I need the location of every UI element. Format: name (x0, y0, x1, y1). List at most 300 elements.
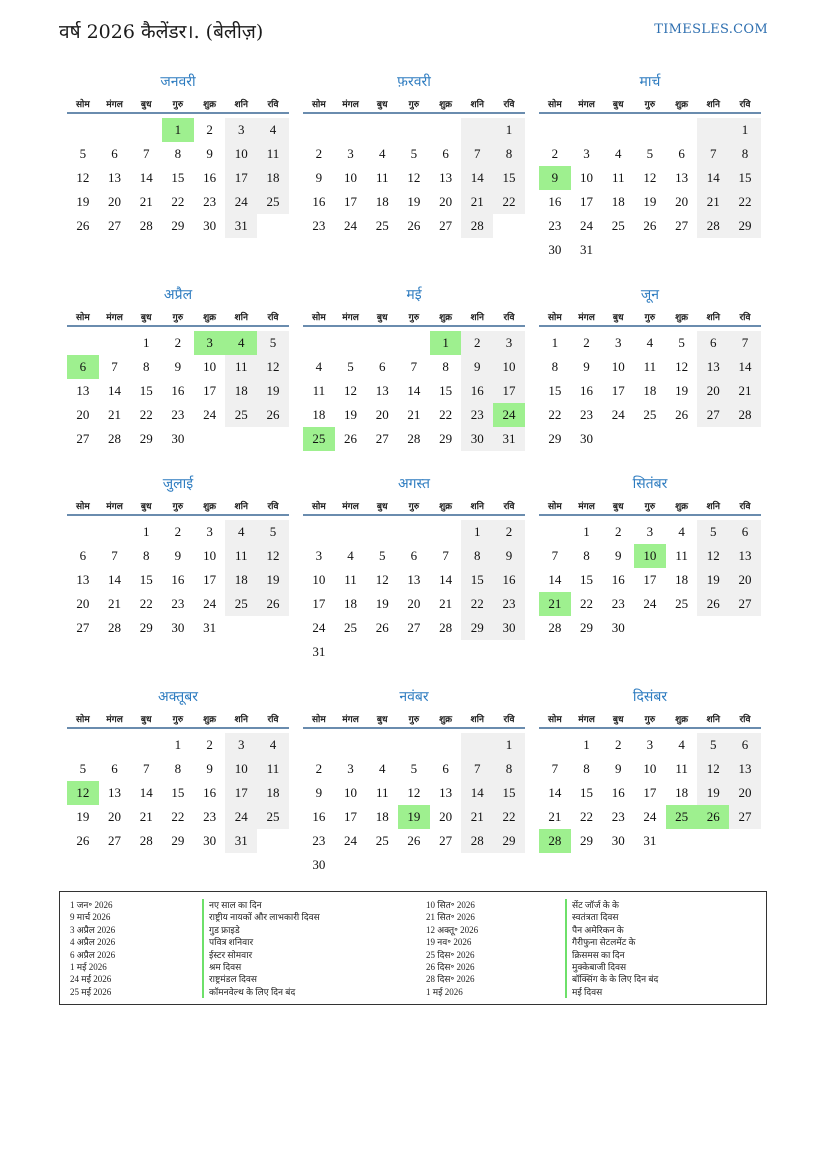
day-cell[interactable]: 18 (344, 596, 358, 611)
day-cell[interactable]: 22 (171, 809, 185, 824)
day-cell[interactable]: 4 (347, 548, 354, 563)
day-cell[interactable]: 29 (139, 620, 153, 635)
day-cell[interactable]: 27 (407, 620, 421, 635)
day-cell[interactable]: 23 (171, 596, 185, 611)
day-cell[interactable]: 26 (76, 833, 90, 848)
day-cell[interactable]: 11 (257, 142, 289, 166)
day-cell[interactable]: 27 (108, 833, 122, 848)
day-cell[interactable]: 8 (142, 359, 150, 374)
day-cell[interactable]: 24 (344, 218, 358, 233)
day-cell[interactable]: 13 (697, 355, 729, 379)
day-cell[interactable]: 21 (139, 809, 153, 824)
day-cell[interactable]: 26 (257, 592, 289, 616)
day-cell[interactable]: 5 (79, 146, 87, 161)
day-cell[interactable]: 5 (79, 761, 87, 776)
day-cell[interactable]: 9 (315, 785, 323, 800)
day-cell[interactable]: 5 (378, 548, 386, 563)
day-cell[interactable]: 14 (439, 572, 453, 587)
day-cell[interactable]: 25 (375, 833, 389, 848)
day-cell[interactable]: 3 (206, 524, 213, 539)
day-cell[interactable]: 22 (580, 809, 594, 824)
day-cell[interactable]: 15 (493, 166, 525, 190)
day-cell[interactable]: 10 (312, 572, 326, 587)
holiday-day[interactable]: 24 (493, 403, 525, 427)
day-cell[interactable]: 23 (611, 809, 625, 824)
day-cell[interactable]: 24 (611, 407, 625, 422)
day-cell[interactable]: 3 (225, 733, 257, 757)
day-cell[interactable]: 2 (493, 520, 525, 544)
day-cell[interactable]: 19 (697, 781, 729, 805)
day-cell[interactable]: 17 (225, 781, 257, 805)
day-cell[interactable]: 16 (312, 809, 326, 824)
day-cell[interactable]: 25 (611, 218, 625, 233)
day-cell[interactable]: 29 (580, 620, 594, 635)
day-cell[interactable]: 3 (646, 524, 654, 539)
day-cell[interactable]: 11 (611, 170, 625, 185)
day-cell[interactable]: 23 (312, 833, 326, 848)
day-cell[interactable]: 28 (548, 620, 562, 635)
day-cell[interactable]: 14 (697, 166, 729, 190)
day-cell[interactable]: 13 (407, 572, 421, 587)
day-cell[interactable]: 14 (139, 170, 153, 185)
day-cell[interactable]: 11 (257, 757, 289, 781)
day-cell[interactable]: 9 (583, 359, 590, 374)
day-cell[interactable]: 9 (493, 544, 525, 568)
day-cell[interactable]: 11 (225, 355, 257, 379)
day-cell[interactable]: 13 (108, 785, 122, 800)
day-cell[interactable]: 2 (206, 122, 213, 137)
day-cell[interactable]: 30 (548, 242, 562, 257)
day-cell[interactable]: 2 (315, 146, 323, 161)
day-cell[interactable]: 1 (142, 524, 150, 539)
day-cell[interactable]: 8 (174, 761, 182, 776)
day-cell[interactable]: 6 (111, 146, 118, 161)
day-cell[interactable]: 31 (225, 214, 257, 238)
day-cell[interactable]: 11 (225, 544, 257, 568)
day-cell[interactable]: 2 (174, 335, 182, 350)
day-cell[interactable]: 14 (407, 383, 421, 398)
day-cell[interactable]: 16 (312, 194, 326, 209)
day-cell[interactable]: 30 (611, 620, 625, 635)
holiday-day[interactable]: 4 (225, 331, 257, 355)
day-cell[interactable]: 25 (643, 407, 657, 422)
day-cell[interactable]: 28 (439, 620, 453, 635)
day-cell[interactable]: 11 (675, 761, 688, 776)
day-cell[interactable]: 27 (76, 431, 90, 446)
day-cell[interactable]: 18 (675, 572, 689, 587)
day-cell[interactable]: 26 (697, 592, 729, 616)
day-cell[interactable]: 10 (643, 761, 657, 776)
day-cell[interactable]: 8 (442, 359, 449, 374)
day-cell[interactable]: 22 (171, 194, 185, 209)
day-cell[interactable]: 17 (493, 379, 525, 403)
day-cell[interactable]: 18 (257, 166, 289, 190)
day-cell[interactable]: 13 (675, 170, 689, 185)
day-cell[interactable]: 21 (461, 190, 493, 214)
day-cell[interactable]: 6 (79, 548, 87, 563)
day-cell[interactable]: 12 (697, 757, 729, 781)
day-cell[interactable]: 8 (583, 761, 590, 776)
day-cell[interactable]: 13 (76, 572, 90, 587)
day-cell[interactable]: 25 (344, 620, 358, 635)
day-cell[interactable]: 6 (729, 520, 761, 544)
day-cell[interactable]: 26 (76, 218, 90, 233)
day-cell[interactable]: 17 (225, 166, 257, 190)
day-cell[interactable]: 26 (344, 431, 358, 446)
day-cell[interactable]: 14 (461, 781, 493, 805)
day-cell[interactable]: 19 (257, 568, 289, 592)
day-cell[interactable]: 20 (407, 596, 421, 611)
day-cell[interactable]: 22 (461, 592, 493, 616)
day-cell[interactable]: 12 (76, 170, 90, 185)
day-cell[interactable]: 5 (257, 520, 289, 544)
day-cell[interactable]: 30 (580, 431, 594, 446)
day-cell[interactable]: 29 (461, 616, 493, 640)
day-cell[interactable]: 13 (729, 544, 761, 568)
day-cell[interactable]: 17 (643, 785, 657, 800)
day-cell[interactable]: 4 (225, 520, 257, 544)
day-cell[interactable]: 22 (493, 805, 525, 829)
day-cell[interactable]: 1 (729, 118, 761, 142)
day-cell[interactable]: 2 (174, 524, 182, 539)
day-cell[interactable]: 17 (203, 383, 217, 398)
day-cell[interactable]: 4 (378, 761, 386, 776)
day-cell[interactable]: 26 (407, 833, 421, 848)
day-cell[interactable]: 5 (257, 331, 289, 355)
day-cell[interactable]: 20 (439, 194, 453, 209)
day-cell[interactable]: 4 (315, 359, 323, 374)
day-cell[interactable]: 2 (206, 737, 213, 752)
day-cell[interactable]: 29 (439, 431, 453, 446)
day-cell[interactable]: 4 (646, 335, 654, 350)
day-cell[interactable]: 7 (461, 142, 493, 166)
day-cell[interactable]: 19 (375, 596, 389, 611)
day-cell[interactable]: 30 (611, 833, 625, 848)
day-cell[interactable]: 2 (315, 761, 323, 776)
day-cell[interactable]: 12 (257, 355, 289, 379)
day-cell[interactable]: 20 (375, 407, 389, 422)
day-cell[interactable]: 9 (206, 146, 213, 161)
day-cell[interactable]: 23 (461, 403, 493, 427)
day-cell[interactable]: 15 (171, 170, 185, 185)
day-cell[interactable]: 18 (257, 781, 289, 805)
day-cell[interactable]: 21 (548, 809, 562, 824)
day-cell[interactable]: 5 (347, 359, 354, 374)
day-cell[interactable]: 24 (643, 596, 657, 611)
day-cell[interactable]: 18 (375, 809, 389, 824)
day-cell[interactable]: 8 (142, 548, 150, 563)
day-cell[interactable]: 17 (344, 194, 358, 209)
day-cell[interactable]: 12 (675, 359, 689, 374)
day-cell[interactable]: 30 (493, 616, 525, 640)
day-cell[interactable]: 28 (139, 218, 153, 233)
day-cell[interactable]: 31 (225, 829, 257, 853)
day-cell[interactable]: 2 (551, 146, 559, 161)
day-cell[interactable]: 12 (643, 170, 657, 185)
day-cell[interactable]: 27 (375, 431, 389, 446)
day-cell[interactable]: 11 (675, 548, 688, 563)
day-cell[interactable]: 15 (139, 572, 153, 587)
day-cell[interactable]: 16 (611, 572, 625, 587)
day-cell[interactable]: 1 (583, 524, 590, 539)
day-cell[interactable]: 28 (697, 214, 729, 238)
day-cell[interactable]: 26 (257, 403, 289, 427)
day-cell[interactable]: 3 (347, 146, 354, 161)
holiday-day[interactable]: 1 (430, 331, 462, 355)
day-cell[interactable]: 16 (203, 785, 217, 800)
day-cell[interactable]: 13 (375, 383, 389, 398)
day-cell[interactable]: 27 (439, 218, 453, 233)
day-cell[interactable]: 19 (697, 568, 729, 592)
day-cell[interactable]: 11 (375, 170, 389, 185)
day-cell[interactable]: 23 (203, 809, 217, 824)
holiday-day[interactable]: 19 (398, 805, 430, 829)
day-cell[interactable]: 28 (461, 829, 493, 853)
day-cell[interactable]: 12 (407, 170, 421, 185)
day-cell[interactable]: 1 (142, 335, 150, 350)
day-cell[interactable]: 14 (108, 383, 122, 398)
day-cell[interactable]: 4 (257, 733, 289, 757)
day-cell[interactable]: 13 (108, 170, 122, 185)
day-cell[interactable]: 17 (611, 383, 625, 398)
holiday-day[interactable]: 12 (67, 781, 99, 805)
day-cell[interactable]: 20 (108, 194, 122, 209)
day-cell[interactable]: 5 (697, 520, 729, 544)
day-cell[interactable]: 15 (171, 785, 185, 800)
day-cell[interactable]: 29 (548, 431, 562, 446)
day-cell[interactable]: 16 (171, 572, 185, 587)
day-cell[interactable]: 14 (139, 785, 153, 800)
day-cell[interactable]: 23 (580, 407, 594, 422)
day-cell[interactable]: 1 (493, 118, 525, 142)
day-cell[interactable]: 23 (611, 596, 625, 611)
day-cell[interactable]: 22 (139, 407, 153, 422)
day-cell[interactable]: 11 (312, 383, 326, 398)
holiday-day[interactable]: 21 (539, 592, 571, 616)
day-cell[interactable]: 9 (206, 761, 213, 776)
holiday-day[interactable]: 28 (539, 829, 571, 853)
day-cell[interactable]: 27 (439, 833, 453, 848)
day-cell[interactable]: 21 (139, 194, 153, 209)
day-cell[interactable]: 13 (439, 170, 453, 185)
day-cell[interactable]: 28 (461, 214, 493, 238)
holiday-day[interactable]: 3 (194, 331, 226, 355)
day-cell[interactable]: 13 (76, 383, 90, 398)
day-cell[interactable]: 30 (203, 218, 217, 233)
day-cell[interactable]: 16 (171, 383, 185, 398)
day-cell[interactable]: 15 (139, 383, 153, 398)
day-cell[interactable]: 10 (580, 170, 594, 185)
day-cell[interactable]: 28 (108, 431, 122, 446)
holiday-day[interactable]: 25 (303, 427, 335, 451)
day-cell[interactable]: 18 (312, 407, 326, 422)
day-cell[interactable]: 5 (646, 146, 654, 161)
day-cell[interactable]: 31 (493, 427, 525, 451)
site-link[interactable]: TIMESLES.COM (654, 22, 768, 37)
day-cell[interactable]: 25 (675, 596, 689, 611)
day-cell[interactable]: 31 (203, 620, 217, 635)
day-cell[interactable]: 20 (675, 194, 689, 209)
day-cell[interactable]: 7 (142, 761, 150, 776)
day-cell[interactable]: 10 (225, 142, 257, 166)
day-cell[interactable]: 16 (548, 194, 562, 209)
day-cell[interactable]: 12 (344, 383, 358, 398)
day-cell[interactable]: 29 (171, 833, 185, 848)
day-cell[interactable]: 25 (257, 190, 289, 214)
day-cell[interactable]: 26 (643, 218, 657, 233)
day-cell[interactable]: 5 (697, 733, 729, 757)
day-cell[interactable]: 20 (729, 781, 761, 805)
day-cell[interactable]: 24 (643, 809, 657, 824)
day-cell[interactable]: 24 (580, 218, 594, 233)
day-cell[interactable]: 8 (174, 146, 182, 161)
day-cell[interactable]: 7 (111, 359, 118, 374)
day-cell[interactable]: 29 (729, 214, 761, 238)
day-cell[interactable]: 24 (225, 805, 257, 829)
day-cell[interactable]: 7 (410, 359, 418, 374)
day-cell[interactable]: 29 (139, 431, 153, 446)
day-cell[interactable]: 29 (580, 833, 594, 848)
day-cell[interactable]: 7 (111, 548, 118, 563)
day-cell[interactable]: 4 (678, 524, 685, 539)
day-cell[interactable]: 18 (375, 194, 389, 209)
day-cell[interactable]: 26 (407, 218, 421, 233)
day-cell[interactable]: 1 (174, 737, 182, 752)
day-cell[interactable]: 24 (344, 833, 358, 848)
day-cell[interactable]: 16 (611, 785, 625, 800)
day-cell[interactable]: 5 (678, 335, 685, 350)
day-cell[interactable]: 15 (439, 383, 453, 398)
day-cell[interactable]: 6 (378, 359, 386, 374)
day-cell[interactable]: 14 (548, 572, 562, 587)
day-cell[interactable]: 27 (729, 805, 761, 829)
day-cell[interactable]: 23 (493, 592, 525, 616)
day-cell[interactable]: 3 (493, 331, 525, 355)
day-cell[interactable]: 20 (697, 379, 729, 403)
day-cell[interactable]: 8 (551, 359, 559, 374)
day-cell[interactable]: 13 (729, 757, 761, 781)
day-cell[interactable]: 14 (548, 785, 562, 800)
day-cell[interactable]: 6 (729, 733, 761, 757)
day-cell[interactable]: 2 (614, 737, 622, 752)
day-cell[interactable]: 27 (675, 218, 689, 233)
day-cell[interactable]: 12 (697, 544, 729, 568)
day-cell[interactable]: 17 (643, 572, 657, 587)
holiday-day[interactable]: 25 (666, 805, 698, 829)
day-cell[interactable]: 4 (257, 118, 289, 142)
day-cell[interactable]: 3 (583, 146, 590, 161)
day-cell[interactable]: 9 (315, 170, 323, 185)
day-cell[interactable]: 22 (493, 190, 525, 214)
day-cell[interactable]: 23 (548, 218, 562, 233)
day-cell[interactable]: 29 (493, 829, 525, 853)
day-cell[interactable]: 6 (678, 146, 685, 161)
day-cell[interactable]: 28 (407, 431, 421, 446)
day-cell[interactable]: 16 (580, 383, 594, 398)
day-cell[interactable]: 22 (580, 596, 594, 611)
day-cell[interactable]: 22 (548, 407, 562, 422)
day-cell[interactable]: 19 (257, 379, 289, 403)
day-cell[interactable]: 21 (108, 407, 122, 422)
day-cell[interactable]: 6 (442, 761, 449, 776)
day-cell[interactable]: 7 (461, 757, 493, 781)
day-cell[interactable]: 14 (729, 355, 761, 379)
day-cell[interactable]: 22 (729, 190, 761, 214)
day-cell[interactable]: 21 (407, 407, 421, 422)
day-cell[interactable]: 20 (439, 809, 453, 824)
day-cell[interactable]: 17 (580, 194, 594, 209)
day-cell[interactable]: 14 (108, 572, 122, 587)
day-cell[interactable]: 7 (551, 761, 559, 776)
day-cell[interactable]: 21 (439, 596, 453, 611)
holiday-day[interactable]: 9 (539, 166, 571, 190)
day-cell[interactable]: 6 (111, 761, 118, 776)
day-cell[interactable]: 2 (614, 524, 622, 539)
day-cell[interactable]: 9 (461, 355, 493, 379)
day-cell[interactable]: 3 (614, 335, 622, 350)
day-cell[interactable]: 3 (315, 548, 323, 563)
day-cell[interactable]: 31 (580, 242, 594, 257)
day-cell[interactable]: 11 (375, 785, 389, 800)
day-cell[interactable]: 1 (583, 737, 590, 752)
holiday-day[interactable]: 6 (67, 355, 99, 379)
day-cell[interactable]: 19 (675, 383, 689, 398)
day-cell[interactable]: 10 (344, 170, 358, 185)
day-cell[interactable]: 30 (312, 857, 326, 872)
day-cell[interactable]: 12 (257, 544, 289, 568)
day-cell[interactable]: 5 (410, 146, 418, 161)
day-cell[interactable]: 10 (203, 548, 217, 563)
day-cell[interactable]: 7 (697, 142, 729, 166)
day-cell[interactable]: 2 (461, 331, 493, 355)
day-cell[interactable]: 20 (729, 568, 761, 592)
day-cell[interactable]: 18 (643, 383, 657, 398)
day-cell[interactable]: 23 (312, 218, 326, 233)
holiday-day[interactable]: 26 (697, 805, 729, 829)
day-cell[interactable]: 26 (375, 620, 389, 635)
day-cell[interactable]: 9 (174, 548, 182, 563)
day-cell[interactable]: 19 (76, 194, 90, 209)
day-cell[interactable]: 10 (225, 757, 257, 781)
day-cell[interactable]: 18 (225, 568, 257, 592)
day-cell[interactable]: 21 (461, 805, 493, 829)
day-cell[interactable]: 6 (442, 146, 449, 161)
day-cell[interactable]: 11 (344, 572, 357, 587)
day-cell[interactable]: 17 (203, 572, 217, 587)
holiday-day[interactable]: 1 (162, 118, 194, 142)
day-cell[interactable]: 11 (643, 359, 657, 374)
day-cell[interactable]: 19 (344, 407, 358, 422)
day-cell[interactable]: 30 (461, 427, 493, 451)
day-cell[interactable]: 21 (729, 379, 761, 403)
day-cell[interactable]: 12 (407, 785, 421, 800)
day-cell[interactable]: 18 (675, 785, 689, 800)
day-cell[interactable]: 29 (171, 218, 185, 233)
day-cell[interactable]: 4 (614, 146, 622, 161)
day-cell[interactable]: 22 (139, 596, 153, 611)
day-cell[interactable]: 7 (142, 146, 150, 161)
day-cell[interactable]: 16 (493, 568, 525, 592)
day-cell[interactable]: 27 (729, 592, 761, 616)
day-cell[interactable]: 17 (312, 596, 326, 611)
day-cell[interactable]: 19 (643, 194, 657, 209)
day-cell[interactable]: 23 (203, 194, 217, 209)
day-cell[interactable]: 9 (614, 761, 622, 776)
day-cell[interactable]: 7 (442, 548, 449, 563)
day-cell[interactable]: 8 (583, 548, 590, 563)
day-cell[interactable]: 4 (378, 146, 386, 161)
day-cell[interactable]: 17 (344, 809, 358, 824)
